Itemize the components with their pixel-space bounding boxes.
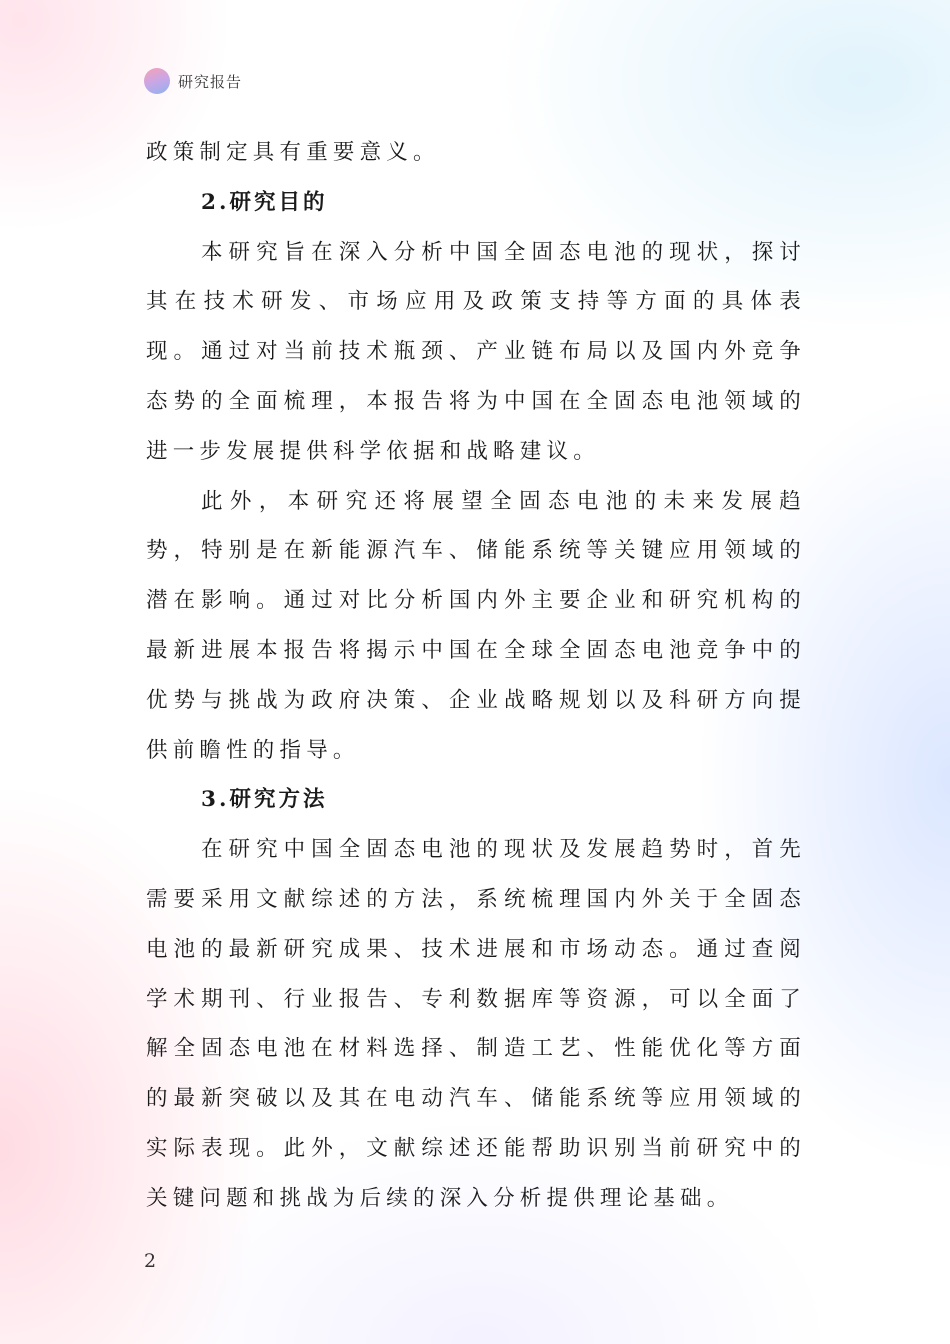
report-logo-icon (144, 68, 170, 94)
section-heading-purpose: 2.研究目的 (201, 189, 328, 215)
page-header (144, 67, 242, 95)
paragraph-purpose-2: 此外，本研究还将展望全固态电池的未来发展趋势，特别是在新能源汽车、储能系统等关键应用领域的潜在影响。通过对比分析国内外主要企业和研究机构的最新进展本报告将揭示中国在全球全固态电池竞争中的优势与挑战为政府决策、企业战略规划以及科研方向提供前瞻性的指导。 (146, 488, 806, 763)
section-heading-method: 3.研究方法 (201, 787, 328, 813)
paragraph-continued: 政策制定具有重要意义。 (146, 140, 440, 165)
paragraph-purpose-1: 本研究旨在深入分析中国全固态电池的现状，探讨其在技术研发、市场应用及政策支持等方面的具体表现。通过对当前技术瓶颈、产业链布局以及国内外竞争态势的全面梳理，本报告将为中国在全固态电池领域的进一步发展提供科学依据和战略建议。 (146, 239, 806, 464)
document-body (146, 128, 806, 1224)
page-number: 2 (144, 1250, 157, 1272)
header-title: 研究报告 (178, 72, 243, 91)
paragraph-method-1: 在研究中国全固态电池的现状及发展趋势时，首先需要采用文献综述的方法，系统梳理国内外关于全固态电池的最新研究成果、技术进展和市场动态。通过查阅学术期刊、行业报告、专利数据库等资源，可以全面了解全固态电池在材料选择、制造工艺、性能优化等方面的最新突破以及其在电动汽车、储能系统等应用领域的实际表现。此外，文献综述还能帮助识别当前研究中的关键问题和挑战为后续的深入分析提供理论基础。 (146, 837, 806, 1211)
